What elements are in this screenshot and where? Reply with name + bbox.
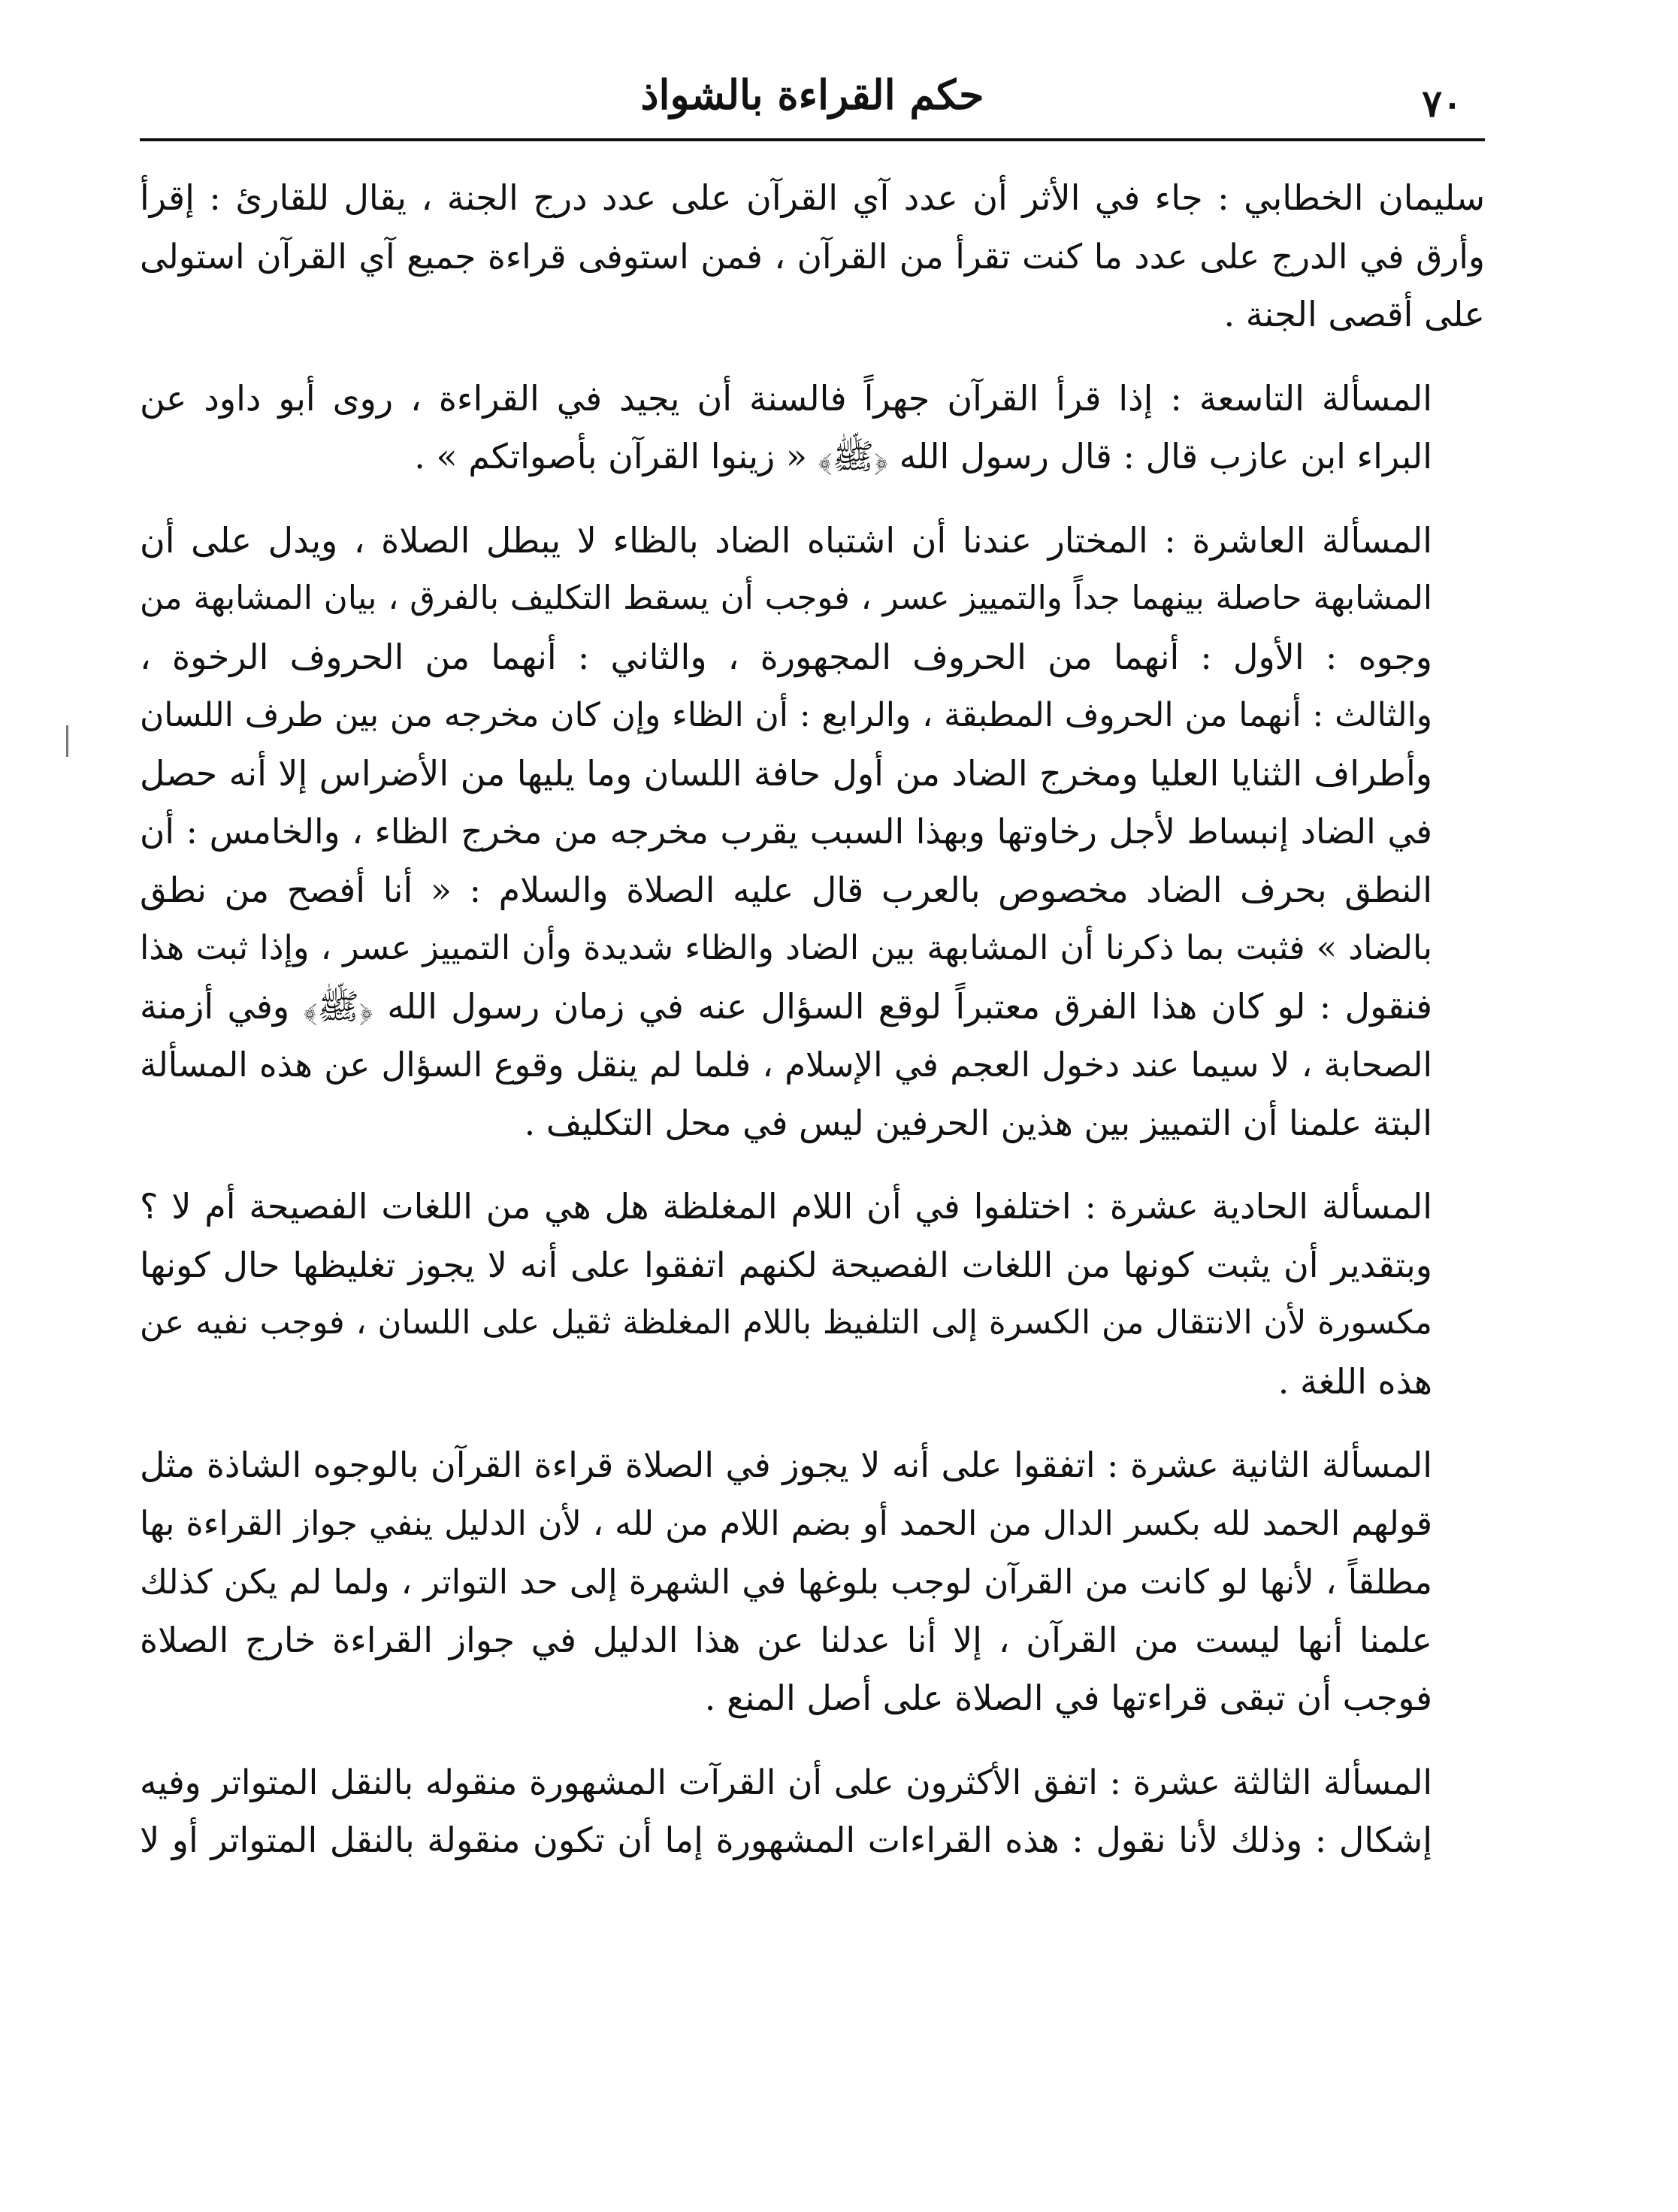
text-line: البتة علمنا أن التمييز بين هذين الحرفين ليس في محل التكليف . xyxy=(524,1102,1432,1143)
text-line: علمنا أنها ليست من القرآن ، إلا أنا عدلنا عن هذا الدليل في جواز القراءة خارج الصلاة xyxy=(140,1619,1432,1660)
text-line: سليمان الخطابي : جاء في الأثر أن عدد آي القرآن على عدد درج الجنة ، يقال للقارئ : إقرأ xyxy=(140,177,1485,218)
paragraph-issue-12 xyxy=(140,1436,1485,1728)
text-line: المسألة الثانية عشرة : اتفقوا على أنه لا يجوز في الصلاة قراءة القرآن بالوجوه الشاذة مثل xyxy=(140,1445,1432,1485)
text-line: هذه اللغة . xyxy=(1277,1360,1432,1402)
paragraph-issue-13 xyxy=(140,1754,1485,1870)
text-line: إشكال : وذلك لأنا نقول : هذه القراءات المشهورة إما أن تكون منقولة بالنقل المتواتر أو لا xyxy=(140,1820,1432,1860)
text-line: مطلقاً ، لأنها لو كانت من القرآن لوجب بلوغها في الشهرة إلى حد التواتر ، ولما لم يكن كذلك xyxy=(140,1562,1432,1602)
text-line: المسألة الثالثة عشرة : اتفق الأكثرون على أن القرآت المشهورة منقوله بالنقل المتواتر وفيه xyxy=(140,1762,1432,1802)
text-line: البراء ابن عازب قال : قال رسول الله ﴿ﷺ﴾ « زينوا القرآن بأصواتكم » . xyxy=(414,436,1432,477)
running-title: حكم القراءة بالشواذ xyxy=(640,71,984,119)
text-line: مكسورة لأن الانتقال من الكسرة إلى التلفيظ باللام المغلظة ثقيل على اللسان ، فوجب نفيه عن xyxy=(140,1304,1432,1342)
text-line: والثالث : أنهما من الحروف المطبقة ، والرابع : أن الظاء وإن كان مخرجه من بين طرف اللسان xyxy=(140,696,1432,734)
text-line: فوجب أن تبقى قراءتها في الصلاة على أصل المنع . xyxy=(704,1678,1432,1718)
text-line: بالضاد » فثبت بما ذكرنا أن المشابهة بين الضاد والظاء شديدة وأن التمييز عسر ، وإذا ثبت هذا xyxy=(140,928,1432,967)
text-line: قولهم الحمد لله بكسر الدال من الحمد أو بضم اللام من لله ، لأن الدليل ينفي جواز القراءة بها xyxy=(140,1504,1432,1543)
text-line: المسألة الحادية عشرة : اختلفوا في أن اللام المغلظة هل هي من اللغات الفصيحة أم لا ؟ xyxy=(140,1186,1432,1227)
text-line: وأطراف الثنايا العليا ومخرج الضاد من أول حافة اللسان وما يليها من الأضراس إلا أنه حصل xyxy=(140,752,1432,794)
text-line: وبتقدير أن يثبت كونها من اللغات الفصيحة لكنهم اتفقوا على أنه لا يجوز تغليظها حال كونها xyxy=(140,1244,1432,1285)
text-line: النطق بحرف الضاد مخصوص بالعرب قال عليه الصلاة والسلام : « أنا أفصح من نطق xyxy=(140,869,1432,910)
body-text xyxy=(140,169,1485,1870)
paragraph-issue-11 xyxy=(140,1178,1485,1411)
text-line: فنقول : لو كان هذا الفرق معتبراً لوقع السؤال عنه في زمان رسول الله ﴿ﷺ﴾ وفي أزمنة xyxy=(140,985,1432,1027)
paragraph-khattabi xyxy=(140,169,1485,344)
text-line: المسألة التاسعة : إذا قرأ القرآن جهراً فالسنة أن يجيد في القراءة ، روى أبو داود عن xyxy=(140,377,1432,419)
text-line: المشابهة حاصلة بينهما جداً والتمييز عسر ، فوجب أن يسقط التكليف بالفرق ، بيان المشابهة من xyxy=(140,579,1432,617)
page-header xyxy=(140,60,1485,143)
text-line: في الضاد إنبساط لأجل رخاوتها وبهذا السبب يقرب مخرجه من مخرج الظاء ، والخامس : أن xyxy=(140,812,1432,852)
text-line: الصحابة ، لا سيما عند دخول العجم في الإسلام ، فلما لم ينقل وقوع السؤال عن هذه المسألة xyxy=(140,1045,1432,1085)
text-line: وجوه : الأول : أنهما من الحروف المجهورة ، والثاني : أنهما من الحروف الرخوة ، xyxy=(140,636,1432,677)
margin-mark xyxy=(66,725,68,757)
text-line: على أقصى الجنة . xyxy=(1223,294,1485,334)
paragraph-issue-10 xyxy=(140,512,1485,1153)
paragraph-issue-9 xyxy=(140,370,1485,486)
page-number: ٧٠ xyxy=(1422,81,1462,126)
text-line: المسألة العاشرة : المختار عندنا أن اشتباه الضاد بالظاء لا يبطل الصلاة ، ويدل على أن xyxy=(140,519,1432,561)
header-rule xyxy=(140,138,1485,141)
text-line: وأرق في الدرج على عدد ما كنت تقرأ من القرآن ، فمن استوفى قراءة جميع آي القرآن استولى xyxy=(140,236,1485,277)
